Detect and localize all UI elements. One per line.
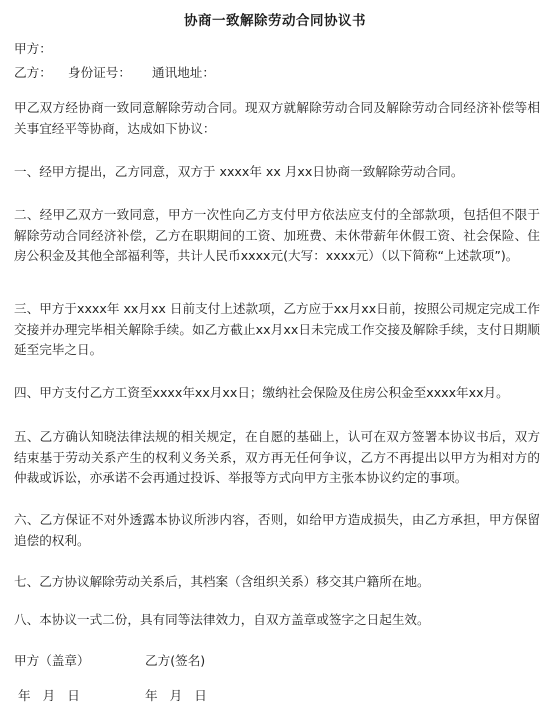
intro-paragraph: 甲乙双方经协商一致同意解除劳动合同。现双方就解除劳动合同及解除劳动合同经济补偿等相关事宜经平等协商，达成如下协议： [14,100,540,136]
clause-6: 六、乙方保证不对外透露本协议所涉内容，否则，如给甲方造成损失，由乙方承担，甲方保留追偿的权利。 [14,512,540,548]
clause-5: 五、乙方确认知晓法律法规的相关规定，在自愿的基础上，认可在双方签署本协议书后，双方结束基于劳动关系产生的权利义务关系，双方再无任何争议，乙方不再提出以甲方为相对方的仲裁或诉讼，亦承诺不会再通过投诉、举报等方式向甲方主张本协议约定的事项。 [14,429,540,485]
clause-3: 三、甲方于xxxx年 xx月xx 日前支付上述款项，乙方应于xx月xx日前，按照公司规定完成工作交接并办理完毕相关解除手续。如乙方截止xx月xx日未完成工作交接及解除手续，支付日期顺延至完毕之日。 [14,301,540,357]
clause-2: 二、经甲乙双方一致同意，甲方一次性向乙方支付甲方依法应支付的全部款项，包括但不限于解除劳动合同经济补偿，乙方在职期间的工资、加班费、未休带薪年休假工资、社会保险、住房公积金及其他全部福利等，共计人民币xxxx元(大写：xxxx元）（以下简称“上述款项”)。 [14,207,540,263]
party-b-date: 年 月 日 [145,688,207,703]
clause-1: 一、经甲方提出，乙方同意，双方于 xxxx年 xx 月xx日协商一致解除劳动合同。 [14,164,464,179]
party-b-signature-label: 乙方(签名) [145,653,206,668]
party-a-date: 年 月 日 [18,688,80,703]
party-a-label: 甲方： [14,41,52,56]
party-b-label: 乙方： [14,65,52,80]
address-label: 通讯地址： [152,65,215,80]
clause-7: 七、乙方协议解除劳动关系后，其档案（含组织关系）移交其户籍所在地。 [14,574,430,589]
party-a-signature-label: 甲方（盖章） [14,653,90,668]
document-title: 协商一致解除劳动合同协议书 [184,13,366,29]
clause-4: 四、甲方支付乙方工资至xxxx年xx月xx日；缴纳社会保险及住房公积金至xxxx年xx月。 [14,385,509,400]
id-number-label: 身份证号： [68,65,131,80]
clause-8: 八、本协议一式二份，具有同等法律效力，自双方盖章或签字之日起生效。 [14,612,430,627]
